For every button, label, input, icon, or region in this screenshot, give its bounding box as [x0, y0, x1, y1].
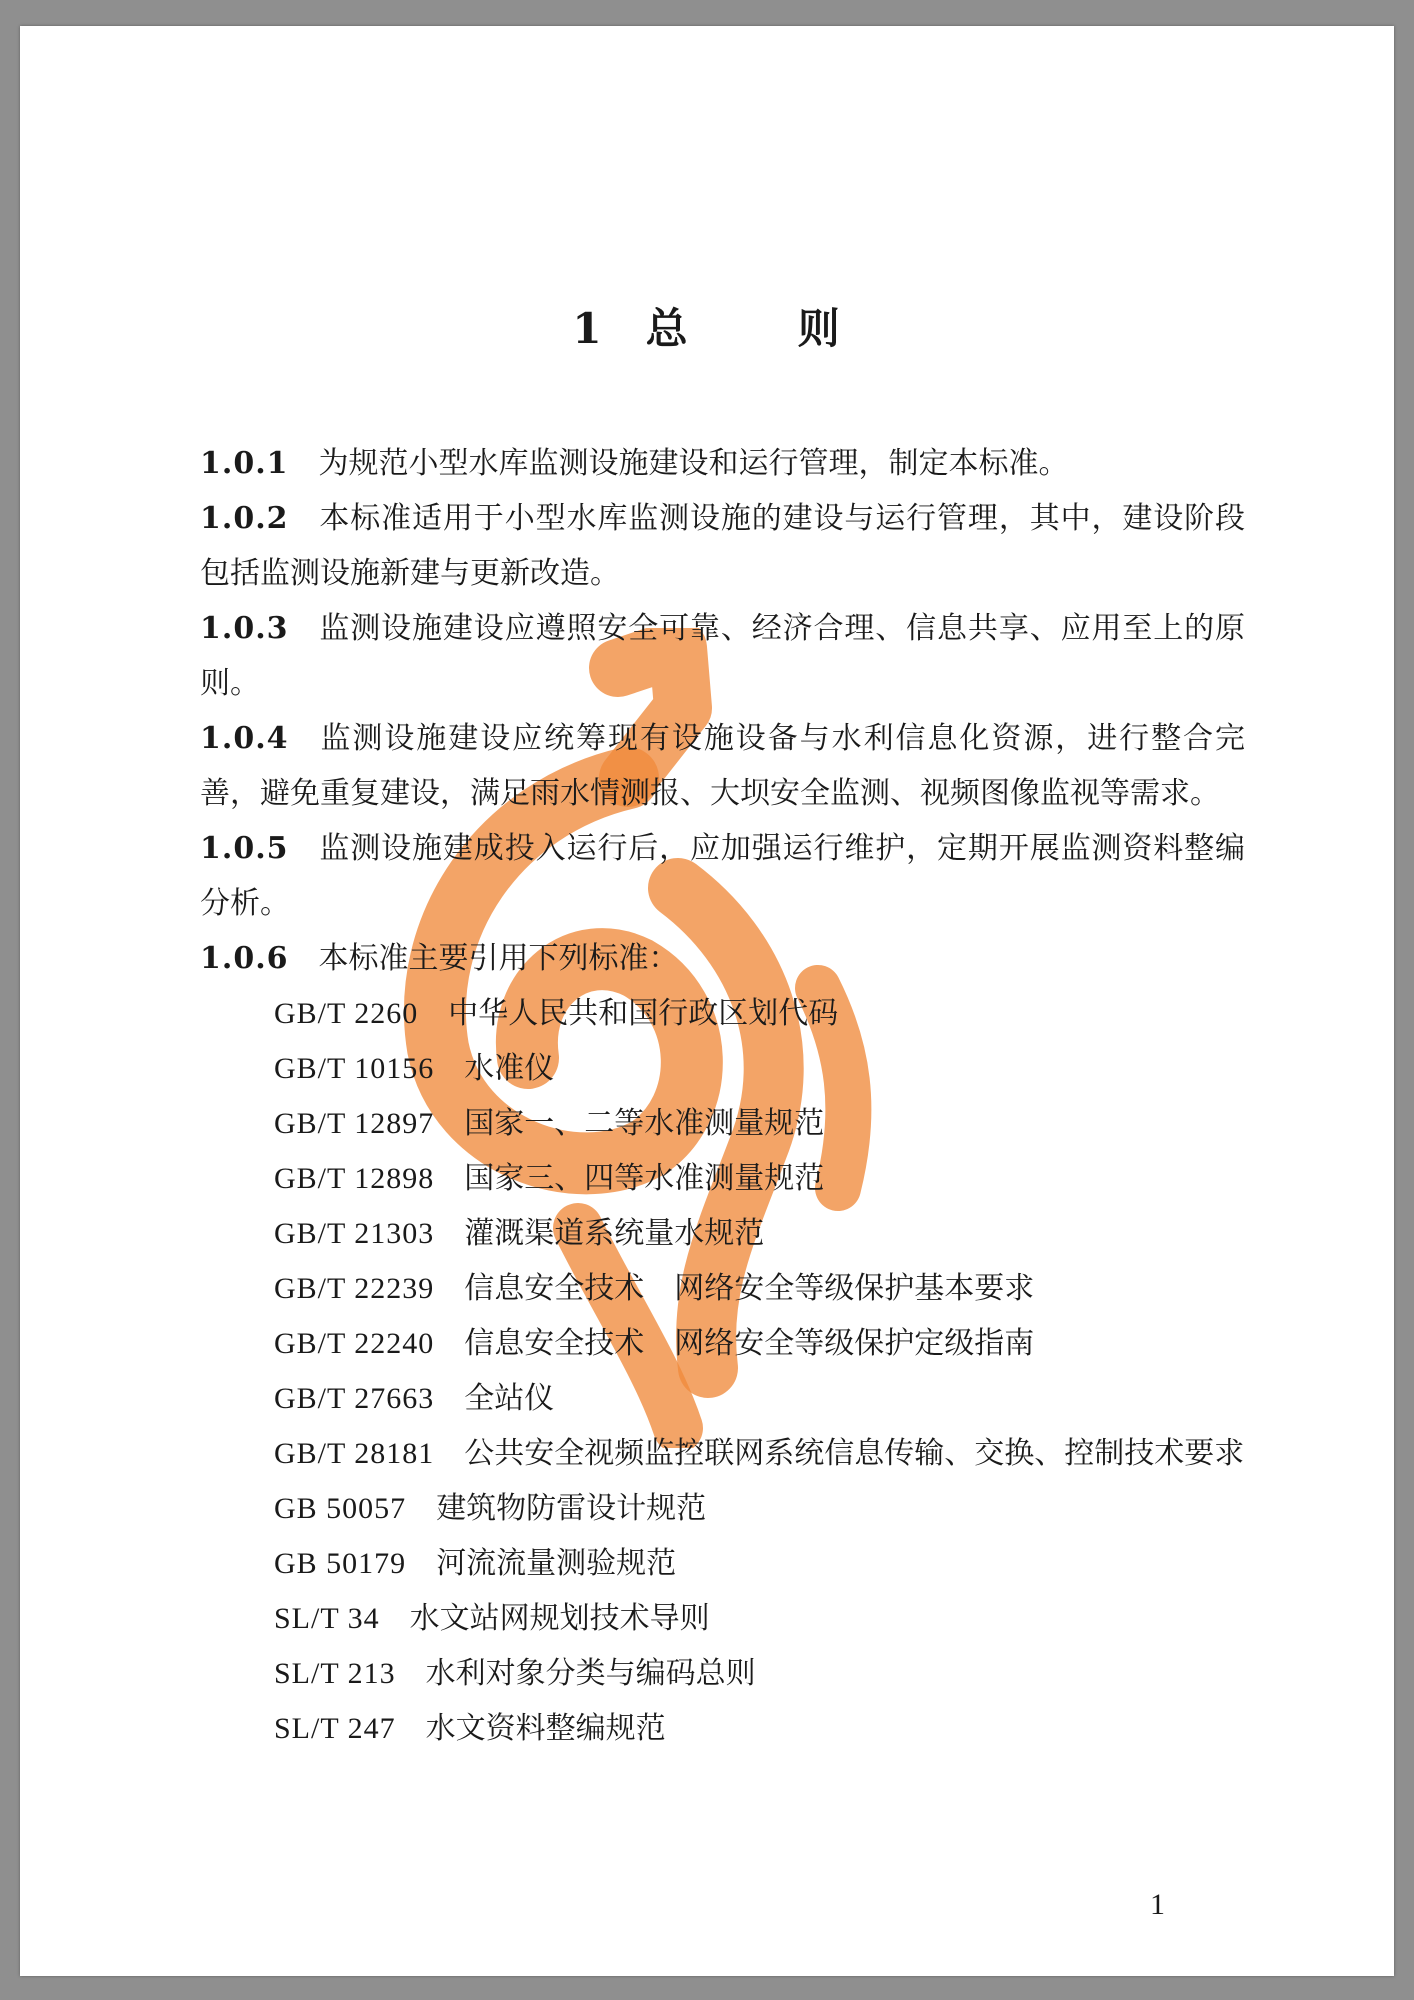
reference-code: SL/T 34	[274, 1602, 380, 1635]
clause-number: 1.0.6	[200, 941, 289, 976]
reference-item	[200, 1536, 1245, 1591]
reference-title: 水利对象分类与编码总则	[425, 1656, 756, 1691]
reference-code: GB/T 2260	[274, 997, 419, 1030]
reference-code: GB/T 21303	[274, 1217, 435, 1250]
clause-text: 本标准适用于小型水库监测设施的建设与运行管理，其中，建设阶段包括监测设施新建与更新改造。	[200, 501, 1245, 591]
clause-text: 监测设施建设应统筹现有设施设备与水利信息化资源，进行整合完善，避免重复建设，满足雨水情测报、大坝安全监测、视频图像监视等需求。	[200, 721, 1245, 811]
reference-title: 国家三、四等水准测量规范	[464, 1161, 825, 1196]
clause-text: 监测设施建设应遵照安全可靠、经济合理、信息共享、应用至上的原则。	[200, 611, 1245, 701]
reference-title: 公共安全视频监控联网系统信息传输、交换、控制技术要求	[464, 1436, 1245, 1471]
chapter-title-char-1: 总	[645, 304, 690, 353]
reference-title: 河流流量测验规范	[436, 1546, 677, 1581]
clause-1-0-1	[200, 436, 1245, 491]
clause-text: 监测设施建成投入运行后，应加强运行维护，定期开展监测资料整编分析。	[200, 831, 1245, 921]
reference-item	[200, 986, 1245, 1041]
reference-title: 水文资料整编规范	[425, 1711, 666, 1746]
reference-title: 全站仪	[464, 1381, 555, 1416]
chapter-body	[200, 436, 1245, 1756]
clause-1-0-4	[200, 711, 1245, 821]
reference-title: 中华人民共和国行政区划代码	[448, 996, 839, 1031]
reference-item	[200, 1206, 1245, 1261]
clause-text: 本标准主要引用下列标准：	[318, 941, 679, 976]
reference-code: GB/T 22240	[274, 1327, 435, 1360]
reference-code: GB/T 22239	[274, 1272, 435, 1305]
reference-code: SL/T 213	[274, 1657, 396, 1690]
reference-item	[200, 1646, 1245, 1701]
reference-item	[200, 1151, 1245, 1206]
document-page	[20, 26, 1394, 1976]
clause-1-0-3	[200, 601, 1245, 711]
clause-text: 为规范小型水库监测设施建设和运行管理，制定本标准。	[318, 446, 1069, 481]
reference-item	[200, 1041, 1245, 1096]
reference-item	[200, 1481, 1245, 1536]
chapter-title-char-2: 则	[797, 304, 842, 353]
reference-item	[200, 1426, 1245, 1481]
reference-title: 国家一、二等水准测量规范	[464, 1106, 825, 1141]
clause-number: 1.0.5	[200, 831, 289, 866]
reference-code: GB/T 12898	[274, 1162, 435, 1195]
clause-1-0-5	[200, 821, 1245, 931]
clause-1-0-2	[200, 491, 1245, 601]
reference-code: GB/T 12897	[274, 1107, 435, 1140]
reference-title: 水文站网规划技术导则	[409, 1601, 710, 1636]
reference-title: 灌溉渠道系统量水规范	[464, 1216, 765, 1251]
reference-title: 信息安全技术 网络安全等级保护基本要求	[464, 1271, 1035, 1306]
clause-number: 1.0.4	[200, 721, 289, 756]
clause-1-0-6	[200, 931, 1245, 986]
reference-title: 水准仪	[464, 1051, 555, 1086]
chapter-number: 1	[572, 304, 604, 353]
reference-item	[200, 1371, 1245, 1426]
reference-code: GB 50179	[274, 1547, 407, 1580]
reference-item	[200, 1096, 1245, 1151]
reference-title: 建筑物防雷设计规范	[436, 1491, 707, 1526]
reference-title: 信息安全技术 网络安全等级保护定级指南	[464, 1326, 1035, 1361]
clause-number: 1.0.2	[200, 501, 289, 536]
reference-code: GB/T 10156	[274, 1052, 435, 1085]
reference-item	[200, 1316, 1245, 1371]
clause-number: 1.0.1	[200, 446, 289, 481]
reference-code: GB 50057	[274, 1492, 407, 1525]
clause-number: 1.0.3	[200, 611, 289, 646]
chapter-title	[20, 296, 1394, 356]
page-number: 1	[1150, 1888, 1165, 1921]
reference-code: GB/T 27663	[274, 1382, 435, 1415]
reference-code: SL/T 247	[274, 1712, 396, 1745]
reference-item	[200, 1261, 1245, 1316]
reference-item	[200, 1591, 1245, 1646]
reference-code: GB/T 28181	[274, 1437, 435, 1470]
reference-item	[200, 1701, 1245, 1756]
reference-list	[200, 986, 1245, 1756]
